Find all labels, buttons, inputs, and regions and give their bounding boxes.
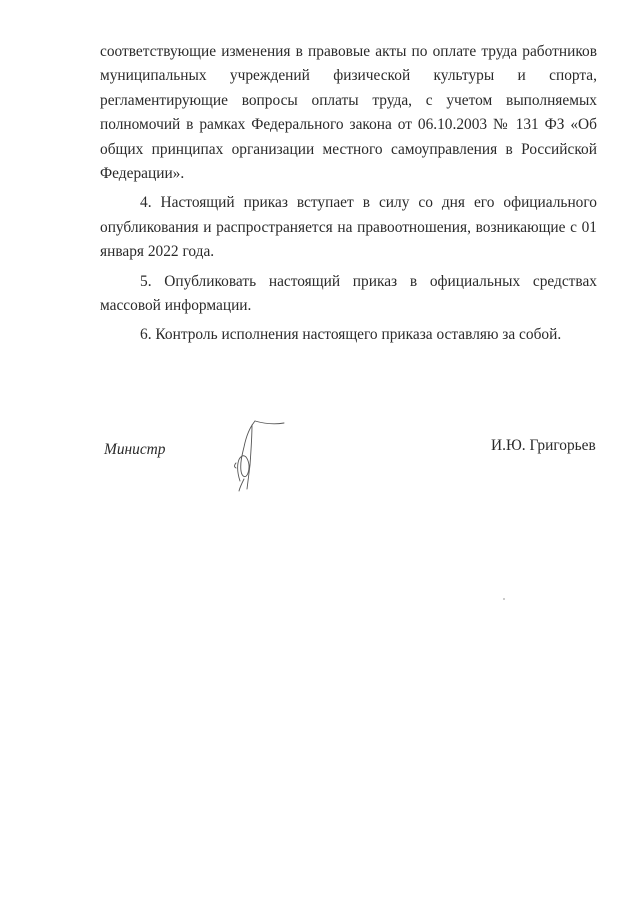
- handwritten-signature: [222, 417, 292, 497]
- paragraph-item-5: 5. Опубликовать настоящий приказ в официальных средствах массовой информации.: [100, 272, 597, 315]
- document-body: [100, 40, 597, 348]
- paragraph-continuation: соответствующие изменения в правовые акты по оплате труда работников муниципальных учреждений физической культуры и спорта, регламентирующие вопросы оплаты труда, с учетом выполняемых полномочий в рамках Федерального закона от 06.10.2003 № 131 ФЗ «Об общих принципах организации местного самоуправления в Российской Федерации».: [100, 43, 597, 183]
- paragraph-item-6: 6. Контроль исполнения настоящего приказа оставляю за собой.: [140, 326, 562, 344]
- scan-speck: [503, 598, 505, 600]
- signatory-role: Министр: [104, 441, 166, 458]
- paragraph-item-4: 4. Настоящий приказ вступает в силу со дня его официального опубликования и распространяется на правоотношения, возникающие с 01 января 2022 года.: [100, 194, 597, 261]
- signatory-name: И.Ю. Григорьев: [491, 437, 596, 454]
